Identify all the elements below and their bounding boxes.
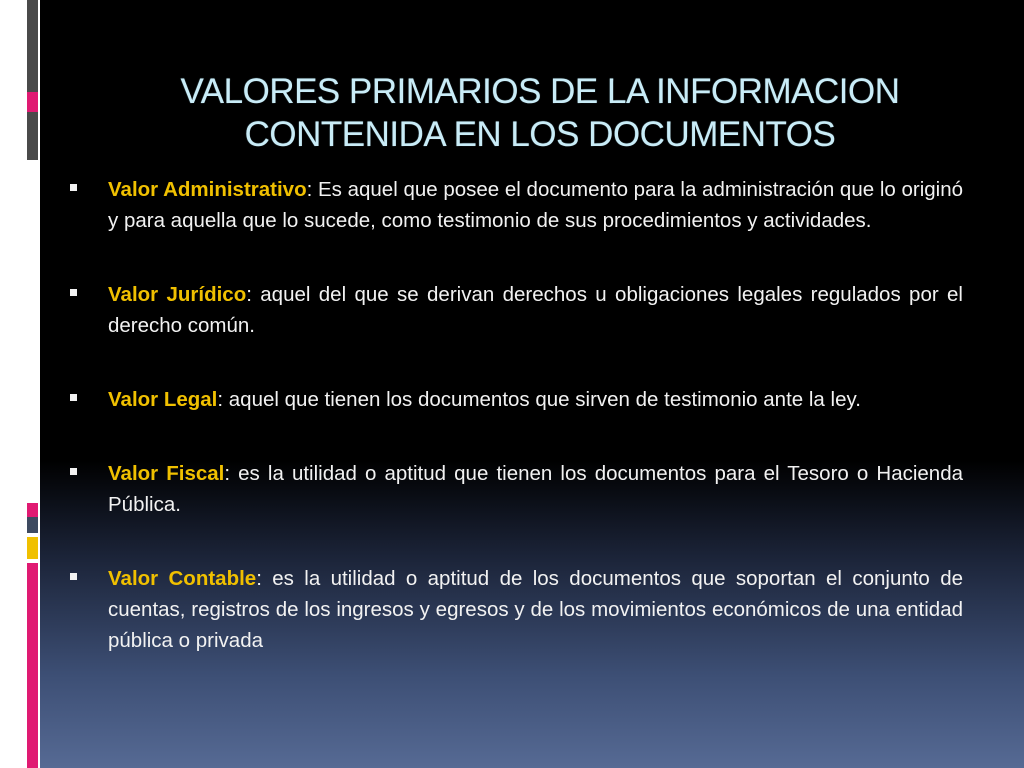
rail-mark-pink xyxy=(27,563,38,768)
title-line-1: VALORES PRIMARIOS DE LA INFORMACION xyxy=(180,72,900,111)
rail-mark-pink xyxy=(27,92,38,112)
left-decorative-rail xyxy=(0,0,40,768)
bullet-term: Valor Contable xyxy=(108,567,257,590)
bullet-text: : aquel del que se derivan derechos u obligaciones legales regulados por el derecho común. xyxy=(108,283,963,337)
rail-mark-gray xyxy=(27,0,38,92)
square-bullet-icon xyxy=(70,289,77,296)
bullet-term: Valor Legal xyxy=(108,388,218,411)
bullet-term: Valor Fiscal xyxy=(108,462,225,485)
rail-mark-pink xyxy=(27,503,38,517)
bullet-text: : es la utilidad o aptitud que tienen los documentos para el Tesoro o Hacienda Pública. xyxy=(108,462,964,516)
bullet-item-administrativo xyxy=(70,174,963,236)
bullet-item-juridico xyxy=(70,279,963,341)
square-bullet-icon xyxy=(70,184,77,191)
bullet-term: Valor Administrativo xyxy=(108,178,307,201)
bullet-text: : es la utilidad o aptitud de los documentos que soportan el conjunto de cuentas, registros de los ingresos y egresos y de los movimientos económicos de una entidad pública o privada xyxy=(108,567,963,652)
rail-mark-gray xyxy=(27,517,38,533)
rail-mark-yellow xyxy=(27,537,38,559)
title-line-2: CONTENIDA EN LOS DOCUMENTOS xyxy=(244,115,836,154)
slide-title xyxy=(120,70,960,156)
square-bullet-icon xyxy=(70,468,77,475)
rail-mark-gray xyxy=(27,112,38,160)
bullet-term: Valor Jurídico xyxy=(108,283,247,306)
bullet-text: : aquel que tienen los documentos que sirven de testimonio ante la ley. xyxy=(217,388,861,411)
square-bullet-icon xyxy=(70,394,77,401)
bullet-item-contable xyxy=(70,563,963,656)
bullet-item-fiscal xyxy=(70,458,963,520)
square-bullet-icon xyxy=(70,573,77,580)
bullet-list xyxy=(70,174,963,656)
bullet-text: : Es aquel que posee el documento para la administración que lo originó y para aquella que lo sucede, como testimonio de sus procedimientos y actividades. xyxy=(108,178,964,232)
bullet-item-legal xyxy=(70,384,963,415)
